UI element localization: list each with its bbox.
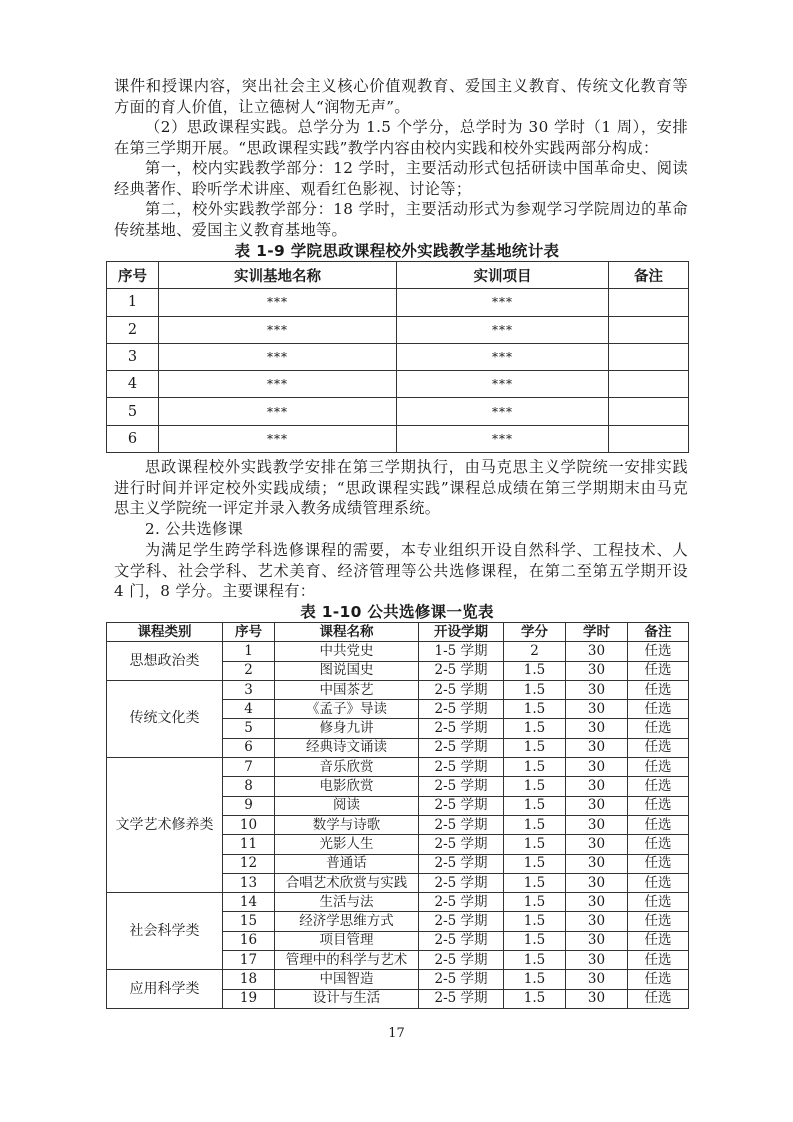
table-row — [107, 758, 689, 777]
header-credits: 学分 — [504, 623, 566, 642]
cell-credits: 1.5 — [504, 758, 566, 777]
cell-remark: 任选 — [628, 835, 689, 854]
cell-remark: 任选 — [628, 661, 689, 680]
table-header-row — [107, 623, 689, 642]
cell-index: 7 — [223, 758, 275, 777]
cell-category: 文学艺术修养类 — [107, 758, 223, 893]
cell-project: *** — [397, 425, 609, 452]
cell-credits: 1.5 — [504, 893, 566, 912]
cell-credits: 1.5 — [504, 989, 566, 1008]
practice-base-table — [106, 261, 689, 453]
cell-remark: 任选 — [628, 700, 689, 719]
cell-hours: 30 — [566, 835, 628, 854]
header-remark: 备注 — [628, 623, 689, 642]
header-hours: 学时 — [566, 623, 628, 642]
cell-category: 思想政治类 — [107, 642, 223, 681]
header-semester: 开设学期 — [419, 623, 504, 642]
cell-hours: 30 — [566, 777, 628, 796]
table-row — [107, 398, 689, 425]
cell-project: *** — [397, 371, 609, 398]
cell-remark: 任选 — [628, 758, 689, 777]
cell-remark: 任选 — [628, 931, 689, 950]
cell-hours: 30 — [566, 700, 628, 719]
cell-base-name: *** — [159, 343, 397, 370]
cell-category: 社会科学类 — [107, 893, 223, 970]
table-row — [107, 316, 689, 343]
cell-index: 2 — [107, 316, 159, 343]
cell-semester: 2-5 学期 — [419, 989, 504, 1008]
cell-remark — [609, 371, 689, 398]
cell-remark: 任选 — [628, 893, 689, 912]
cell-index: 17 — [223, 951, 275, 970]
cell-project: *** — [397, 398, 609, 425]
cell-base-name: *** — [159, 316, 397, 343]
cell-semester: 2-5 学期 — [419, 815, 504, 834]
cell-credits: 1.5 — [504, 970, 566, 989]
cell-base-name: *** — [159, 425, 397, 452]
cell-hours: 30 — [566, 661, 628, 680]
cell-remark: 任选 — [628, 738, 689, 757]
cell-index: 14 — [223, 893, 275, 912]
header-course-name: 课程名称 — [275, 623, 419, 642]
cell-course-name: 经济学思维方式 — [275, 912, 419, 931]
cell-course-name: 图说国史 — [275, 661, 419, 680]
cell-remark: 任选 — [628, 873, 689, 892]
cell-remark — [609, 289, 689, 316]
cell-index: 11 — [223, 835, 275, 854]
cell-remark: 任选 — [628, 815, 689, 834]
header-base-name: 实训基地名称 — [159, 262, 397, 289]
header-category: 课程类别 — [107, 623, 223, 642]
cell-remark: 任选 — [628, 951, 689, 970]
cell-credits: 1.5 — [504, 854, 566, 873]
cell-semester: 2-5 学期 — [419, 951, 504, 970]
table-row — [107, 893, 689, 912]
cell-semester: 2-5 学期 — [419, 758, 504, 777]
cell-index: 4 — [107, 371, 159, 398]
cell-credits: 1.5 — [504, 777, 566, 796]
page-number: 17 — [388, 1026, 405, 1041]
cell-semester: 2-5 学期 — [419, 873, 504, 892]
table-header-row — [107, 262, 689, 289]
cell-hours: 30 — [566, 931, 628, 950]
cell-course-name: 生活与法 — [275, 893, 419, 912]
cell-index: 18 — [223, 970, 275, 989]
cell-hours: 30 — [566, 854, 628, 873]
cell-credits: 1.5 — [504, 912, 566, 931]
cell-course-name: 普通话 — [275, 854, 419, 873]
cell-semester: 2-5 学期 — [419, 680, 504, 699]
cell-index: 1 — [107, 289, 159, 316]
cell-credits: 1.5 — [504, 815, 566, 834]
cell-index: 3 — [223, 680, 275, 699]
cell-semester: 2-5 学期 — [419, 719, 504, 738]
paragraph-course-practice: （2）思政课程实践。总学分为 1.5 个学分，总学时为 30 学时（1 周），安排在第三学期开展。“思政课程实践”教学内容由校内实践和校外实践两部分构成： — [114, 118, 688, 157]
cell-category: 传统文化类 — [107, 680, 223, 757]
cell-credits: 1.5 — [504, 700, 566, 719]
section-heading-electives: 2. 公共选修课 — [145, 520, 244, 538]
header-index: 序号 — [223, 623, 275, 642]
cell-remark: 任选 — [628, 854, 689, 873]
cell-base-name: *** — [159, 371, 397, 398]
cell-credits: 2 — [504, 642, 566, 661]
cell-base-name: *** — [159, 289, 397, 316]
cell-index: 2 — [223, 661, 275, 680]
cell-index: 13 — [223, 873, 275, 892]
cell-remark: 任选 — [628, 680, 689, 699]
cell-remark: 任选 — [628, 796, 689, 815]
paragraph-schedule: 思政课程校外实践教学安排在第三学期执行，由马克思主义学院统一安排实践进行时间并评定校外实践成绩；“思政课程实践”课程总成绩在第三学期期末由马克思主义学院统一评定并录入教务成绩管理系统。 — [114, 458, 688, 518]
cell-semester: 2-5 学期 — [419, 970, 504, 989]
cell-category: 应用科学类 — [107, 970, 223, 1009]
table-row — [107, 289, 689, 316]
cell-remark — [609, 425, 689, 452]
cell-index: 10 — [223, 815, 275, 834]
cell-course-name: 设计与生活 — [275, 989, 419, 1008]
cell-semester: 2-5 学期 — [419, 796, 504, 815]
cell-project: *** — [397, 289, 609, 316]
cell-semester: 2-5 学期 — [419, 661, 504, 680]
cell-hours: 30 — [566, 796, 628, 815]
cell-semester: 2-5 学期 — [419, 931, 504, 950]
header-project: 实训项目 — [397, 262, 609, 289]
cell-hours: 30 — [566, 738, 628, 757]
cell-hours: 30 — [566, 893, 628, 912]
cell-hours: 30 — [566, 719, 628, 738]
table-1-9-caption: 表 1-9 学院思政课程校外实践教学基地统计表 — [234, 242, 560, 260]
cell-course-name: 中国智造 — [275, 970, 419, 989]
cell-credits: 1.5 — [504, 951, 566, 970]
cell-hours: 30 — [566, 680, 628, 699]
cell-project: *** — [397, 316, 609, 343]
cell-course-name: 中共党史 — [275, 642, 419, 661]
cell-semester: 2-5 学期 — [419, 912, 504, 931]
table-row — [107, 343, 689, 370]
cell-credits: 1.5 — [504, 796, 566, 815]
cell-semester: 1-5 学期 — [419, 642, 504, 661]
table-row — [107, 425, 689, 452]
cell-hours: 30 — [566, 912, 628, 931]
table-row — [107, 680, 689, 699]
cell-index: 8 — [223, 777, 275, 796]
cell-remark: 任选 — [628, 989, 689, 1008]
cell-semester: 2-5 学期 — [419, 835, 504, 854]
cell-credits: 1.5 — [504, 661, 566, 680]
cell-credits: 1.5 — [504, 873, 566, 892]
cell-credits: 1.5 — [504, 680, 566, 699]
table-row — [107, 371, 689, 398]
cell-semester: 2-5 学期 — [419, 738, 504, 757]
paragraph-electives-intro: 为满足学生跨学科选修课程的需要，本专业组织开设自然科学、工程技术、人文学科、社会学科、艺术美育、经济管理等公共选修课程，在第二至第五学期开设 4 门，8 学分。主要课程有： — [114, 541, 688, 601]
header-index: 序号 — [107, 262, 159, 289]
cell-index: 6 — [107, 425, 159, 452]
cell-index: 12 — [223, 854, 275, 873]
cell-remark: 任选 — [628, 719, 689, 738]
cell-credits: 1.5 — [504, 719, 566, 738]
cell-index: 15 — [223, 912, 275, 931]
cell-course-name: 管理中的科学与艺术 — [275, 951, 419, 970]
cell-remark — [609, 316, 689, 343]
paragraph-off-campus: 第二，校外实践教学部分：18 学时，主要活动形式为参观学习学院周边的革命传统基地、爱国主义教育基地等。 — [114, 200, 688, 239]
paragraph-continuation: 课件和授课内容，突出社会主义核心价值观教育、爱国主义教育、传统文化教育等方面的育人价值，让立德树人“润物无声”。 — [114, 77, 688, 116]
cell-credits: 1.5 — [504, 835, 566, 854]
elective-course-table — [106, 622, 689, 1009]
cell-index: 6 — [223, 738, 275, 757]
cell-hours: 30 — [566, 989, 628, 1008]
cell-remark: 任选 — [628, 970, 689, 989]
cell-index: 5 — [223, 719, 275, 738]
cell-project: *** — [397, 343, 609, 370]
cell-course-name: 阅读 — [275, 796, 419, 815]
cell-index: 16 — [223, 931, 275, 950]
cell-hours: 30 — [566, 873, 628, 892]
cell-hours: 30 — [566, 970, 628, 989]
cell-course-name: 项目管理 — [275, 931, 419, 950]
cell-semester: 2-5 学期 — [419, 893, 504, 912]
cell-course-name: 经典诗文诵读 — [275, 738, 419, 757]
cell-index: 3 — [107, 343, 159, 370]
cell-hours: 30 — [566, 758, 628, 777]
cell-remark — [609, 343, 689, 370]
cell-hours: 30 — [566, 951, 628, 970]
cell-index: 1 — [223, 642, 275, 661]
cell-credits: 1.5 — [504, 931, 566, 950]
table-1-10-caption: 表 1-10 公共选修课一览表 — [300, 603, 494, 621]
cell-remark: 任选 — [628, 777, 689, 796]
cell-course-name: 数学与诗歌 — [275, 815, 419, 834]
cell-course-name: 电影欣赏 — [275, 777, 419, 796]
cell-semester: 2-5 学期 — [419, 700, 504, 719]
cell-remark: 任选 — [628, 912, 689, 931]
cell-course-name: 合唱艺术欣赏与实践 — [275, 873, 419, 892]
cell-hours: 30 — [566, 815, 628, 834]
cell-course-name: 《孟子》导读 — [275, 700, 419, 719]
cell-course-name: 音乐欣赏 — [275, 758, 419, 777]
cell-semester: 2-5 学期 — [419, 854, 504, 873]
cell-hours: 30 — [566, 642, 628, 661]
cell-course-name: 修身九讲 — [275, 719, 419, 738]
cell-index: 9 — [223, 796, 275, 815]
cell-index: 4 — [223, 700, 275, 719]
cell-index: 5 — [107, 398, 159, 425]
cell-base-name: *** — [159, 398, 397, 425]
cell-credits: 1.5 — [504, 738, 566, 757]
cell-semester: 2-5 学期 — [419, 777, 504, 796]
cell-index: 19 — [223, 989, 275, 1008]
table-row — [107, 642, 689, 661]
paragraph-on-campus: 第一，校内实践教学部分：12 学时，主要活动形式包括研读中国革命史、阅读经典著作、聆听学术讲座、观看红色影视、讨论等； — [114, 159, 688, 198]
cell-course-name: 光影人生 — [275, 835, 419, 854]
cell-course-name: 中国茶艺 — [275, 680, 419, 699]
cell-remark: 任选 — [628, 642, 689, 661]
table-row — [107, 970, 689, 989]
cell-remark — [609, 398, 689, 425]
header-remark: 备注 — [609, 262, 689, 289]
